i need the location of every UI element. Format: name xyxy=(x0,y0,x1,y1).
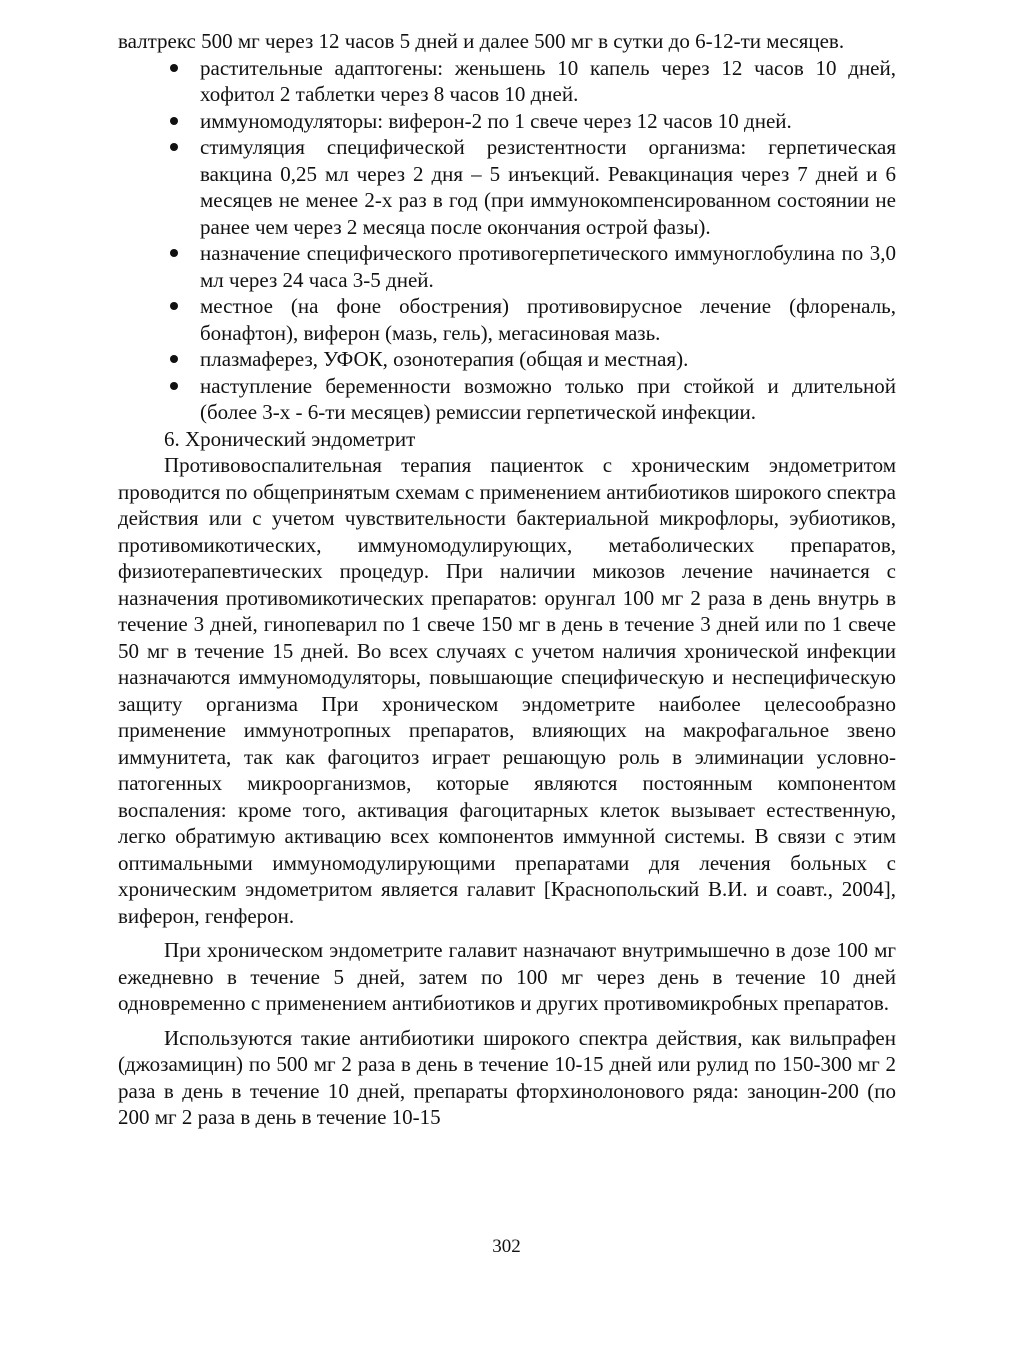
bullet-item xyxy=(118,108,896,135)
bullet-dot-icon xyxy=(170,382,178,390)
body-paragraph-3: Используются такие антибиотики широкого спектра действия, как вильпрафен (джозамицин) по 500 мг 2 раза в день в течение 10-15 дней или рулид по 150-300 мг 2 раза в день в течение 10 дней, препараты фторхинолонового ряда: заноцин-200 (по 200 мг 2 раза в день в течение 10-15 xyxy=(118,1025,896,1129)
bullet-dot-icon xyxy=(170,64,178,72)
section-heading: 6. Хронический эндометрит xyxy=(164,426,416,451)
intro-paragraph: валтрекс 500 мг через 12 часов 5 дней и далее 500 мг в сутки до 6-12-ти месяцев. xyxy=(118,29,845,53)
bullet-text: стимуляция специфической резистентности организма: герпетическая вакцина 0,25 мл через 2 дня – 5 инъекций. Ревакцинация через 7 дней и 6 месяцев не менее 2-х раз в год (при иммунокомпенсированном состоянии не ранее чем через 2 месяца после окончания острой фазы). xyxy=(200,135,896,239)
bullet-item xyxy=(118,55,896,108)
bullet-text: наступление беременности возможно только при стойкой и длительной (более 3-х - 6-ти месяцев) ремиссии герпетической инфекции. xyxy=(200,373,896,424)
paragraph-gap xyxy=(118,1017,896,1025)
bullet-dot-icon xyxy=(170,143,178,151)
bullet-text: плазмаферез, УФОК, озонотерапия (общая и местная). xyxy=(200,347,689,371)
bullet-dot-icon xyxy=(170,302,178,310)
bullet-item xyxy=(118,346,896,373)
body-paragraph-1: Противовоспалительная терапия пациенток с хроническим эндометритом проводится по общепринятым схемам с применением антибиотиков широкого спектра действия или с учетом чувствительности бактериальной микрофлоры, эубиотиков, противомикотических, иммуномодулирующих, метаболических препаратов, физиотерапевтических процедур. При наличии микозов лечение начинается с назначения противомикотических препаратов: орунгал 100 мг 2 раза в день внутрь в течение 3 дней, гинопеварил по 1 свече 150 мг в день в течение 3 дней или по 1 свече 50 мг в течение 15 дней. Во всех случаях с учетом наличия хронической инфекции назначаются иммуномодуляторы, повышающие специфическую и неспецифическую защиту организма При хроническом эндометрите наиболее целесообразно применение иммунотропных препаратов, влияющих на макрофагальное звено иммунитета, так как фагоцитоз играет решающую роль в элиминации условно-патогенных микроорганизмов, которые являются постоянным компонентом воспаления: кроме того, активация фагоцитарных клеток вызывает естественную, легко обратимую активацию всех компонентов иммунной системы. В связи с этим оптимальными иммуномодулирующими препаратами для лечения больных с хроническим эндометритом является галавит [Краснопольский В.И. и соавт., 2004], виферон, генферон. xyxy=(118,453,896,928)
paragraph-gap xyxy=(118,929,896,937)
text-body xyxy=(118,28,896,1131)
bullet-dot-icon xyxy=(170,355,178,363)
bullet-text: растительные адаптогены: женьшень 10 капель через 12 часов 10 дней, хофитол 2 таблетки через 8 часов 10 дней. xyxy=(200,55,896,106)
bullet-text: местное (на фоне обострения) противовирусное лечение (флореналь, бонафтон), виферон (мазь, гель), мегасиновая мазь. xyxy=(200,294,896,345)
bullet-item xyxy=(118,293,896,346)
bullet-text: иммуномодуляторы: виферон-2 по 1 свече через 12 часов 10 дней. xyxy=(200,108,792,133)
bullet-list xyxy=(118,55,896,426)
bullet-text: назначение специфического противогерпетического иммуноглобулина по 3,0 мл через 24 часа 3-5 дней. xyxy=(200,241,896,292)
bullet-dot-icon xyxy=(170,249,178,257)
page-number: 302 xyxy=(492,1236,521,1257)
bullet-dot-icon xyxy=(170,117,178,125)
body-paragraph-2: При хроническом эндометрите галавит назначают внутримышечно в дозе 100 мг ежедневно в течение 5 дней, затем по 100 мг через день в течение 10 дней одновременно с применением антибиотиков и других противомикробных препаратов. xyxy=(118,938,896,1015)
bullet-item xyxy=(118,240,896,293)
bullet-item xyxy=(118,134,896,240)
bullet-item xyxy=(118,373,896,426)
